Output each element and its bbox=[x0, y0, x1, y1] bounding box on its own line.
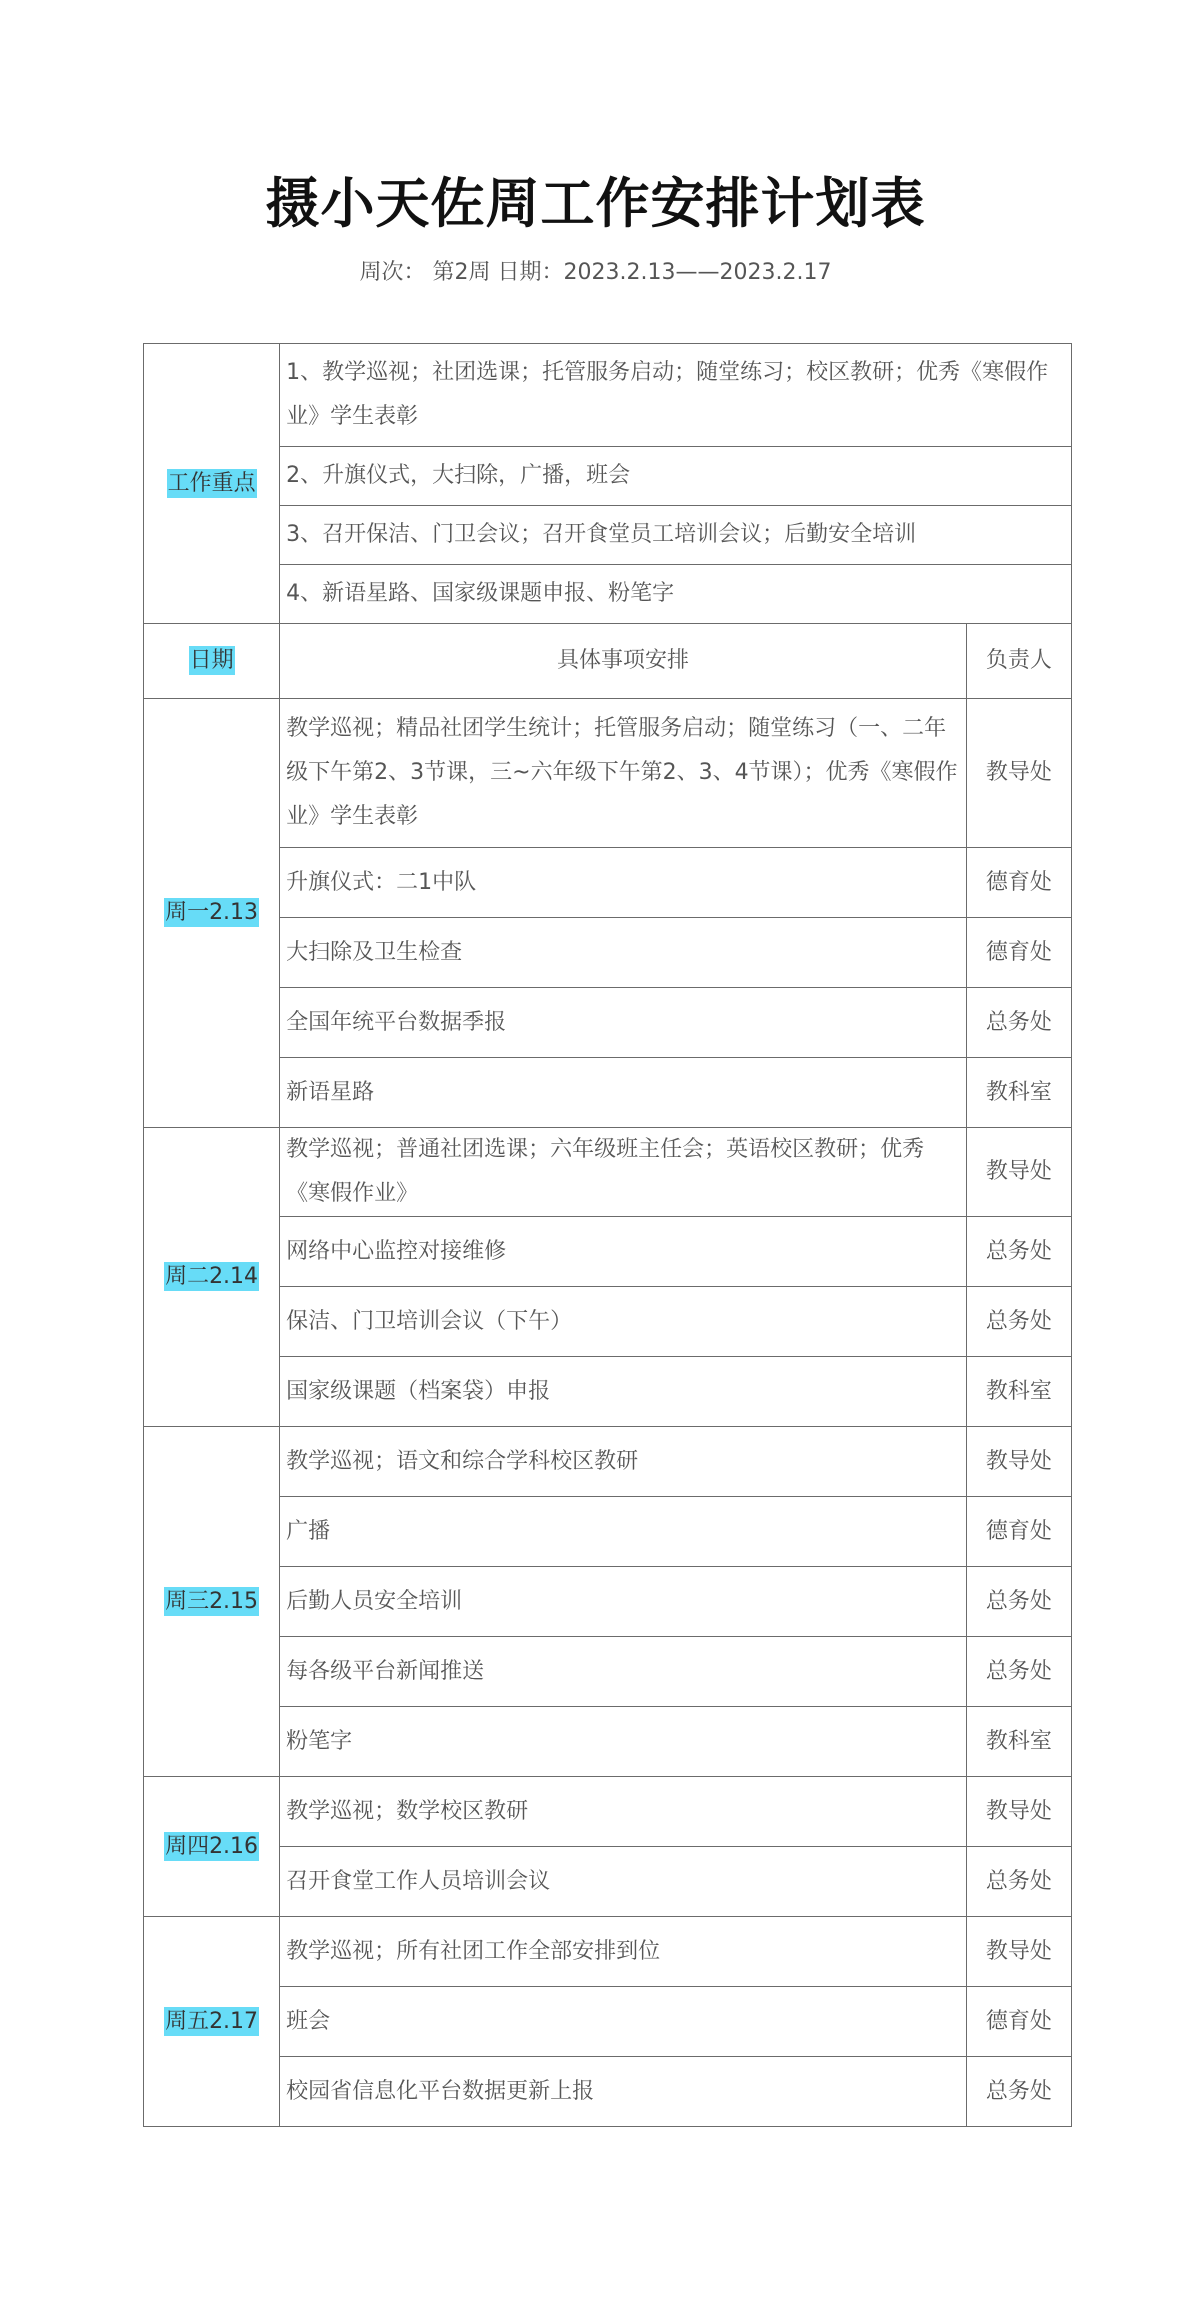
table-row bbox=[144, 1287, 1072, 1357]
table-row bbox=[144, 1847, 1072, 1917]
table-row bbox=[144, 1058, 1072, 1128]
task-cell: 保洁、门卫培训会议（下午） bbox=[280, 1287, 967, 1357]
focus-row bbox=[144, 344, 1072, 447]
table-row bbox=[144, 918, 1072, 988]
table-row bbox=[144, 2057, 1072, 2127]
task-cell: 班会 bbox=[280, 1987, 967, 2057]
task-cell: 校园省信息化平台数据更新上报 bbox=[280, 2057, 967, 2127]
day-cell bbox=[144, 1917, 280, 2127]
task-cell: 教学巡视；所有社团工作全部安排到位 bbox=[280, 1917, 967, 1987]
owner-cell: 德育处 bbox=[966, 1987, 1071, 2057]
table-header-row bbox=[144, 624, 1072, 699]
owner-cell: 德育处 bbox=[966, 848, 1071, 918]
table-row bbox=[144, 1357, 1072, 1427]
owner-cell: 教科室 bbox=[966, 1707, 1071, 1777]
focus-label-cell bbox=[144, 344, 280, 624]
owner-cell: 教科室 bbox=[966, 1357, 1071, 1427]
table-row bbox=[144, 1777, 1072, 1847]
day-cell bbox=[144, 699, 280, 1128]
owner-cell: 总务处 bbox=[966, 2057, 1071, 2127]
page-title: 摄小天佐周工作安排计划表 bbox=[265, 172, 926, 235]
table-row bbox=[144, 699, 1072, 848]
day-label: 周二2.14 bbox=[165, 1264, 259, 1289]
task-cell: 国家级课题（档案袋）申报 bbox=[280, 1357, 967, 1427]
owner-cell: 教导处 bbox=[966, 1427, 1071, 1497]
task-cell: 新语星路 bbox=[280, 1058, 967, 1128]
table-row bbox=[144, 1128, 1072, 1217]
task-cell: 粉笔字 bbox=[280, 1707, 967, 1777]
focus-item: 4、新语星路、国家级课题申报、粉笔字 bbox=[280, 565, 1072, 624]
owner-cell: 教导处 bbox=[966, 699, 1071, 848]
table-row bbox=[144, 848, 1072, 918]
day-label: 周一2.13 bbox=[165, 900, 259, 925]
task-cell: 网络中心监控对接维修 bbox=[280, 1217, 967, 1287]
items-header: 具体事项安排 bbox=[280, 624, 967, 699]
day-label: 周五2.17 bbox=[165, 2008, 259, 2034]
task-cell: 后勤人员安全培训 bbox=[280, 1567, 967, 1637]
week-date-line: 周次： 第2周 日期：2023.2.13——2023.2.17 bbox=[359, 260, 832, 285]
table-row bbox=[144, 988, 1072, 1058]
day-cell bbox=[144, 1777, 280, 1917]
focus-item: 2、升旗仪式，大扫除，广播，班会 bbox=[280, 447, 1072, 506]
day-cell bbox=[144, 1427, 280, 1777]
table-row bbox=[144, 1987, 1072, 2057]
day-label: 周四2.16 bbox=[165, 1833, 259, 1859]
day-label: 周三2.15 bbox=[165, 1588, 259, 1614]
owner-cell: 教科室 bbox=[966, 1058, 1071, 1128]
owner-header: 负责人 bbox=[966, 624, 1071, 699]
owner-cell: 德育处 bbox=[966, 1497, 1071, 1567]
table-row bbox=[144, 1917, 1072, 1987]
focus-item: 3、召开保洁、门卫会议；召开食堂员工培训会议；后勤安全培训 bbox=[280, 506, 1072, 565]
table-row bbox=[144, 1637, 1072, 1707]
focus-row bbox=[144, 506, 1072, 565]
owner-cell: 教导处 bbox=[966, 1777, 1071, 1847]
owner-cell: 总务处 bbox=[966, 1567, 1071, 1637]
task-cell: 升旗仪式：二1中队 bbox=[280, 848, 967, 918]
task-cell: 全国年统平台数据季报 bbox=[280, 988, 967, 1058]
date-header: 日期 bbox=[189, 648, 234, 673]
task-cell: 大扫除及卫生检查 bbox=[280, 918, 967, 988]
table-row bbox=[144, 1427, 1072, 1497]
task-cell: 教学巡视；普通社团选课；六年级班主任会；英语校区教研；优秀《寒假作业》 bbox=[280, 1128, 967, 1217]
schedule-table bbox=[143, 343, 1072, 2127]
table-row bbox=[144, 1217, 1072, 1287]
date-header-cell bbox=[144, 624, 280, 699]
task-cell: 每各级平台新闻推送 bbox=[280, 1637, 967, 1707]
task-cell: 广播 bbox=[280, 1497, 967, 1567]
owner-cell: 总务处 bbox=[966, 1637, 1071, 1707]
table-row bbox=[144, 1567, 1072, 1637]
focus-label: 工作重点 bbox=[167, 470, 256, 496]
focus-row bbox=[144, 565, 1072, 624]
day-cell bbox=[144, 1128, 280, 1427]
table-row bbox=[144, 1497, 1072, 1567]
focus-row bbox=[144, 447, 1072, 506]
task-cell: 召开食堂工作人员培训会议 bbox=[280, 1847, 967, 1917]
owner-cell: 教导处 bbox=[966, 1128, 1071, 1217]
task-cell: 教学巡视；精品社团学生统计；托管服务启动；随堂练习（一、二年级下午第2、3节课，三~六年级下午第2、3、4节课）；优秀《寒假作业》学生表彰 bbox=[280, 699, 967, 848]
owner-cell: 总务处 bbox=[966, 988, 1071, 1058]
task-cell: 教学巡视；数学校区教研 bbox=[280, 1777, 967, 1847]
owner-cell: 总务处 bbox=[966, 1847, 1071, 1917]
table-row bbox=[144, 1707, 1072, 1777]
owner-cell: 教导处 bbox=[966, 1917, 1071, 1987]
owner-cell: 总务处 bbox=[966, 1217, 1071, 1287]
owner-cell: 德育处 bbox=[966, 918, 1071, 988]
focus-item: 1、教学巡视；社团选课；托管服务启动；随堂练习；校区教研；优秀《寒假作业》学生表彰 bbox=[280, 344, 1072, 447]
owner-cell: 总务处 bbox=[966, 1287, 1071, 1357]
task-cell: 教学巡视；语文和综合学科校区教研 bbox=[280, 1427, 967, 1497]
